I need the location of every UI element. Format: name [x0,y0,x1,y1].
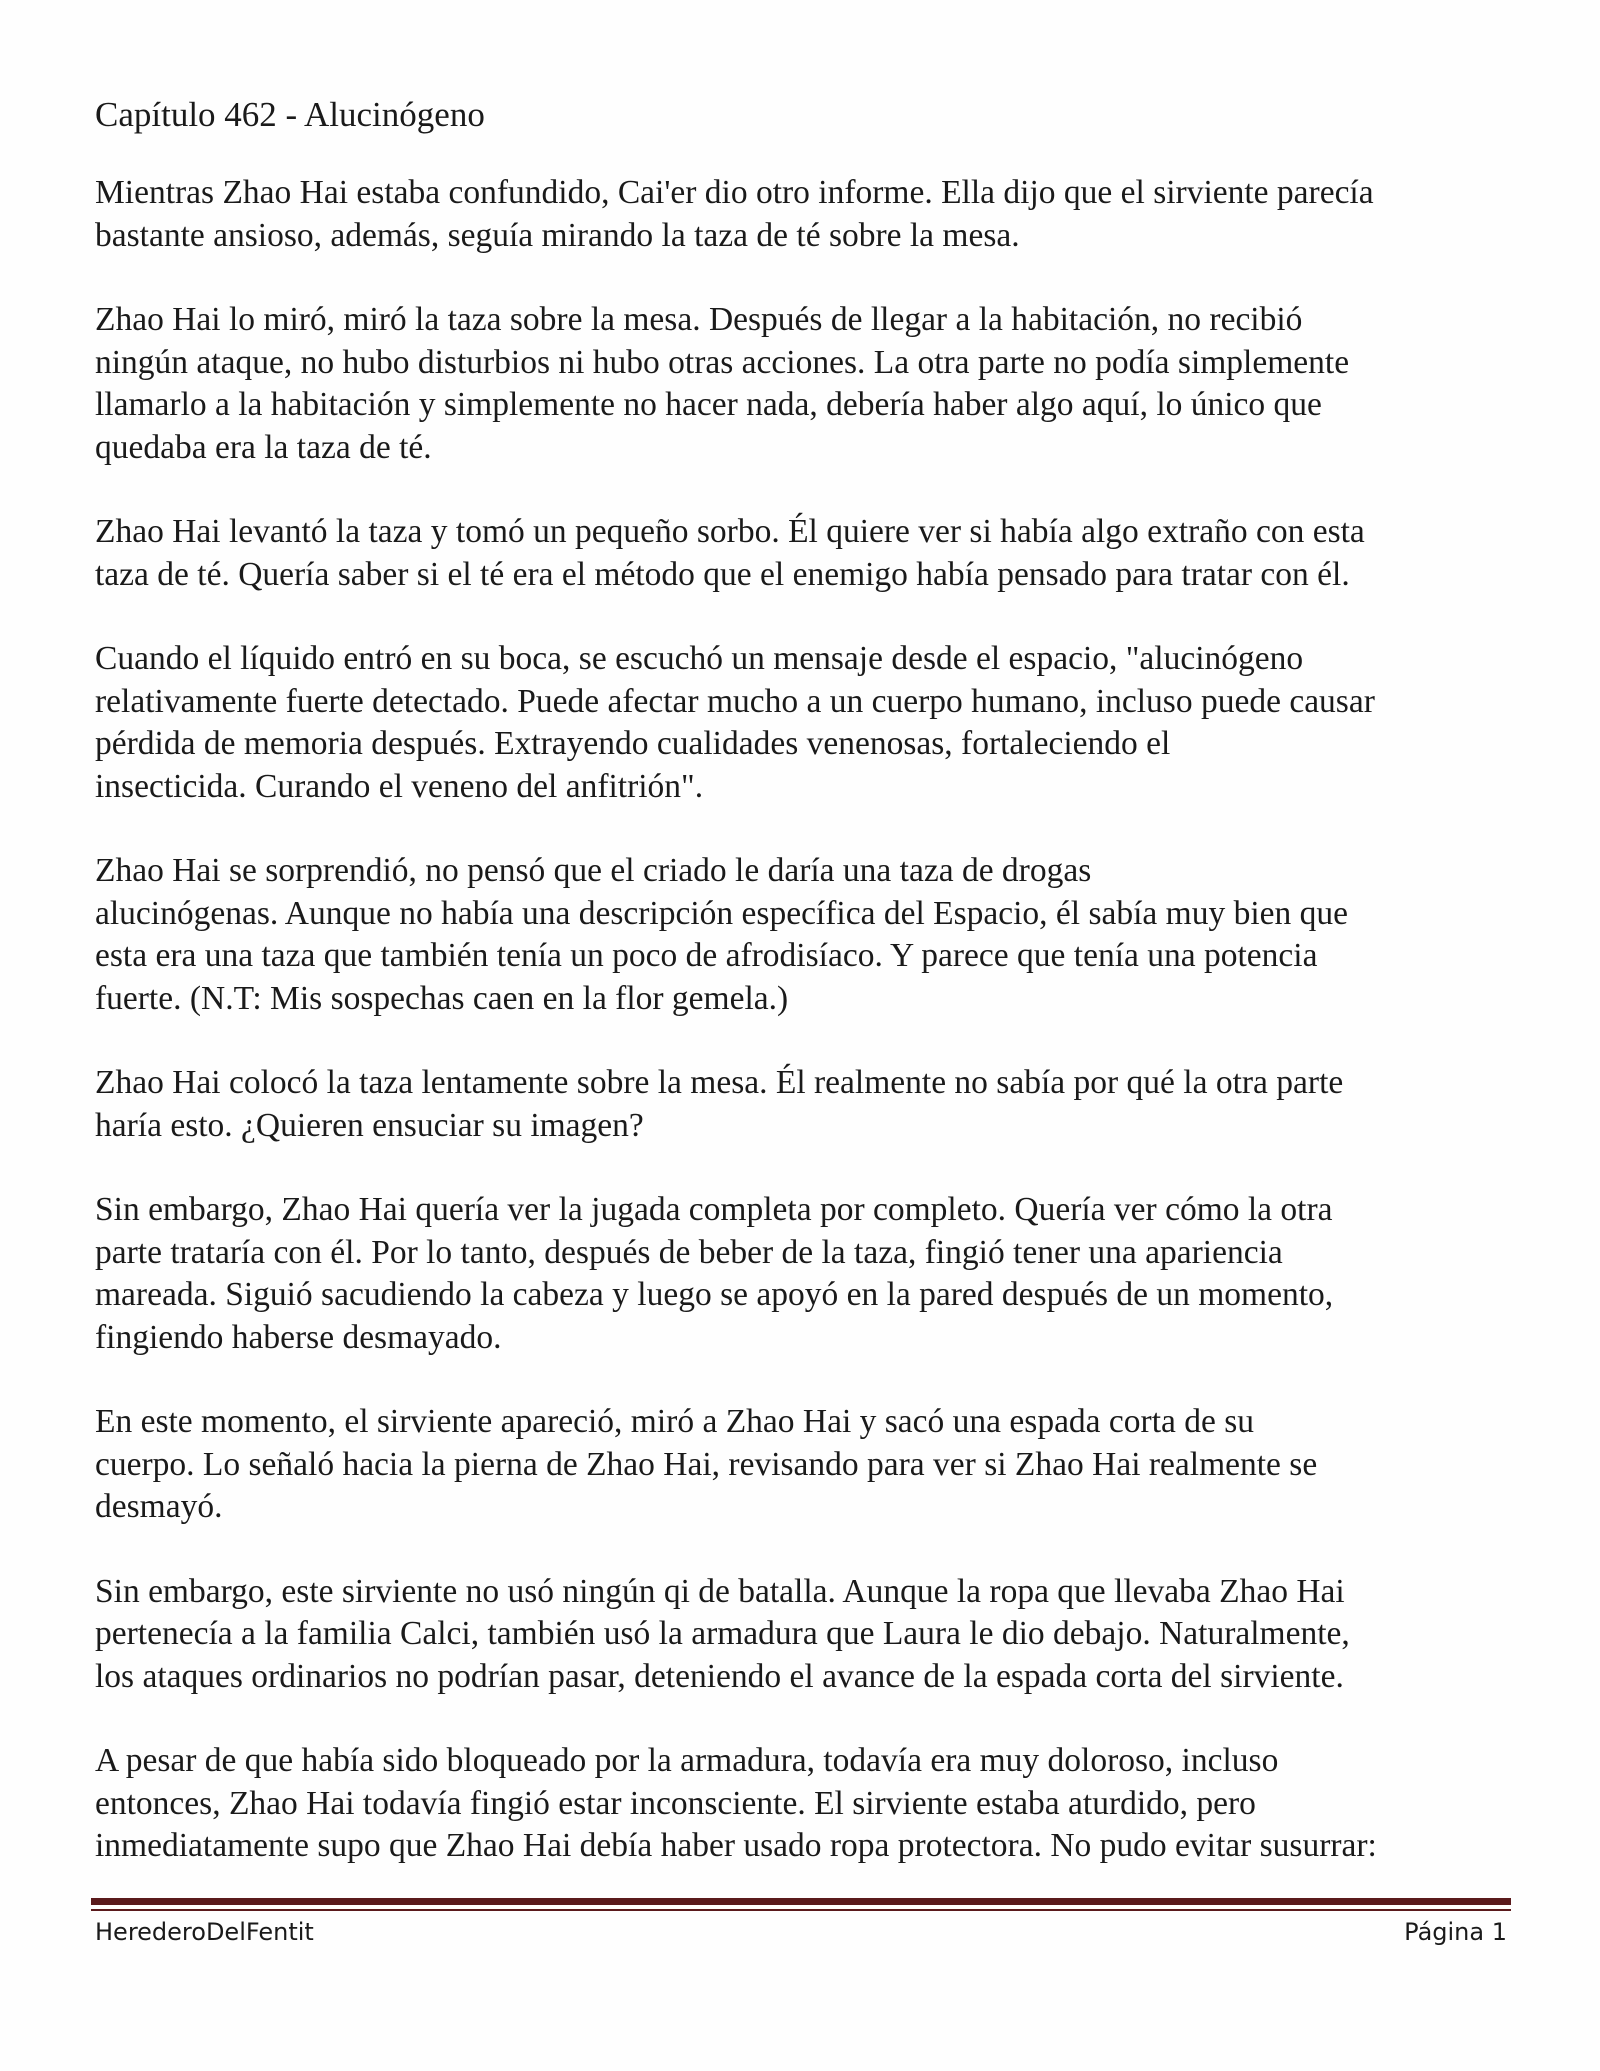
paragraph-9: Sin embargo, este sirviente no usó ningún qi de batalla. Aunque la ropa que llevaba Zhao Hai pertenecía a la familia Calci, también usó la armadura que Laura le dio debajo. Naturalmente, los ataques ordinarios no podrían pasar, deteniendo el avance de la espada corta del sirviente. [95,1572,1350,1695]
paragraph-5: Zhao Hai se sorprendió, no pensó que el criado le daría una taza de drogas alucinógenas. Aunque no había una descripción específica del Espacio, él sabía muy bien que esta era una taza que también tenía un poco de afrodisíaco. Y parece que tenía una potencia fuerte. (N.T: Mis sospechas caen en la flor gemela.) [95,852,1349,1017]
paragraph-7: Sin embargo, Zhao Hai quería ver la jugada completa por completo. Quería ver cómo la otra parte trataría con él. Por lo tanto, después de beber de la taza, fingió tener una apariencia mareada. Siguió sacudiendo la cabeza y luego se apoyó en la pared después de un momento, fingiendo haberse desmayado. [95,1191,1334,1356]
footer-divider-thick [91,1898,1511,1905]
footer-page-number: Página 1 [1404,1918,1507,1946]
page-body [95,88,1515,1910]
paragraph-3: Zhao Hai levantó la taza y tomó un pequeño sorbo. Él quiere ver si había algo extraño con esta taza de té. Quería saber si el té era el método que el enemigo había pensado para tratar con él. [95,513,1365,593]
footer-divider-thin [91,1909,1511,1911]
paragraph-1: Mientras Zhao Hai estaba confundido, Cai'er dio otro informe. Ella dijo que el sirviente parecía bastante ansioso, además, seguía mirando la taza de té sobre la mesa. [95,174,1374,254]
paragraph-2: Zhao Hai lo miró, miró la taza sobre la mesa. Después de llegar a la habitación, no recibió ningún ataque, no hubo disturbios ni hubo otras acciones. La otra parte no podía simplemente llamarlo a la habitación y simplemente no hacer nada, debería haber algo aquí, lo único que quedaba era la taza de té. [95,301,1350,466]
paragraph-8: En este momento, el sirviente apareció, miró a Zhao Hai y sacó una espada corta de su cuerpo. Lo señaló hacia la pierna de Zhao Hai, revisando para ver si Zhao Hai realmente se desmayó. [95,1403,1318,1525]
paragraph-6: Zhao Hai colocó la taza lentamente sobre la mesa. Él realmente no sabía por qué la otra parte haría esto. ¿Quieren ensuciar su imagen? [95,1064,1344,1144]
paragraph-4: Cuando el líquido entró en su boca, se escuchó un mensaje desde el espacio, "alucinógeno relativamente fuerte detectado. Puede afectar mucho a un cuerpo humano, incluso puede causar pérdida de memoria después. Extrayendo cualidades venenosas, fortaleciendo el insecticida. Curando el veneno del anfitrión". [95,640,1375,805]
chapter-title: Capítulo 462 - Alucinógeno [95,95,485,134]
page-footer [95,1912,1507,1952]
paragraph-10: A pesar de que había sido bloqueado por la armadura, todavía era muy doloroso, incluso entonces, Zhao Hai todavía fingió estar inconsciente. El sirviente estaba aturdido, pero inmediatamente supo que Zhao Hai debía haber usado ropa protectora. No pudo evitar susurrar: [95,1742,1377,1864]
footer-author: HerederoDelFentit [95,1918,314,1946]
